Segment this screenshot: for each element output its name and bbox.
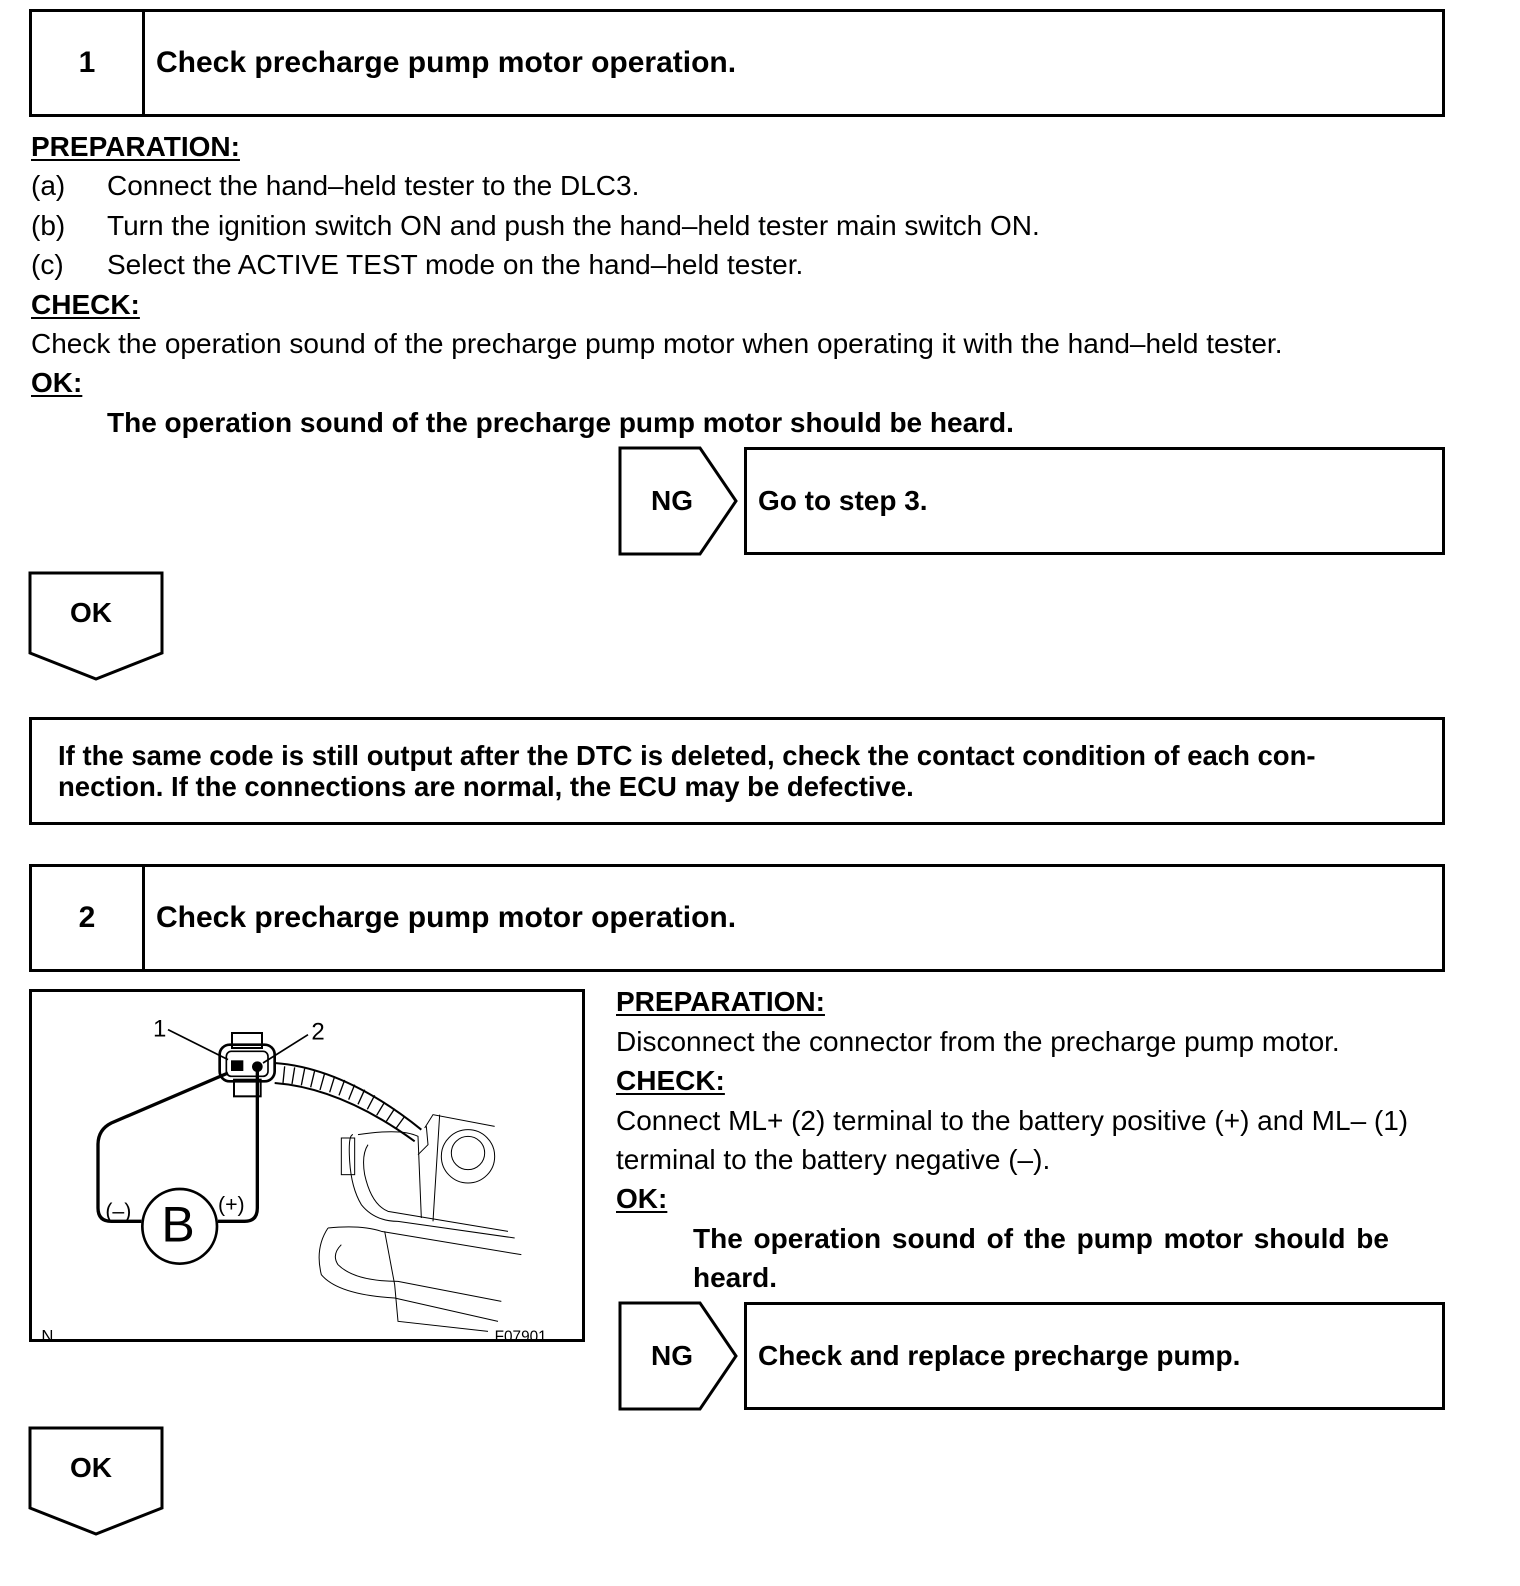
step-1-header — [29, 9, 1445, 117]
step-number: 2 — [32, 867, 145, 969]
connector-diagram-drawing — [28, 988, 588, 1344]
prep-marker-a: (a) — [31, 170, 66, 201]
ng-action: Check and replace precharge pump. — [758, 1340, 1241, 1371]
check-text-line-1: Connect ML+ (2) terminal to the battery positive (+) and ML– (1) — [616, 1105, 1409, 1136]
prep-step-a: Connect the hand–held tester to the DLC3. — [107, 170, 640, 201]
check-heading: CHECK: — [31, 289, 140, 320]
prep-step-c: Select the ACTIVE TEST mode on the hand–held tester. — [107, 249, 804, 280]
ng-label: NG — [651, 1340, 693, 1371]
ok-arrow-label: OK — [70, 597, 112, 628]
figure-corner-mark: N — [41, 1326, 54, 1344]
step-number: 1 — [32, 12, 145, 114]
terminal-2-label: 2 — [311, 1018, 325, 1046]
ng-label: NG — [651, 485, 693, 516]
battery-symbol: B — [161, 1196, 195, 1253]
ok-arrow-label: OK — [70, 1452, 112, 1483]
ok-heading: OK: — [31, 367, 83, 398]
step-title: Check precharge pump motor operation. — [156, 901, 737, 934]
negative-label: (–) — [105, 1199, 132, 1223]
prep-marker-b: (b) — [31, 210, 66, 241]
note-line-2: nection. If the connections are normal, the ECU may be defective. — [58, 771, 914, 802]
ok-criteria: The operation sound of the precharge pump motor should be heard. — [107, 407, 1014, 438]
preparation-heading: PREPARATION: — [616, 986, 825, 1017]
prep-step-b: Turn the ignition switch ON and push the hand–held tester main switch ON. — [107, 210, 1040, 241]
terminal-1-label: 1 — [153, 1015, 167, 1043]
ok-criteria-line-2: heard. — [693, 1262, 778, 1293]
ok-criteria-line-1: The operation sound of the pump motor should be — [693, 1223, 1389, 1254]
step-title: Check precharge pump motor operation. — [156, 46, 737, 79]
step-2-header — [29, 864, 1445, 972]
check-text-line-2: terminal to the battery negative (–). — [616, 1144, 1051, 1175]
preparation-heading: PREPARATION: — [31, 131, 240, 162]
prep-text: Disconnect the connector from the precharge pump motor. — [616, 1026, 1340, 1057]
positive-label: (+) — [218, 1192, 245, 1217]
prep-marker-c: (c) — [31, 249, 64, 280]
check-text: Check the operation sound of the precharge pump motor when operating it with the hand–held tester. — [31, 328, 1283, 359]
ng-action: Go to step 3. — [758, 485, 928, 516]
figure-id: F07901 — [494, 1328, 547, 1344]
check-heading: CHECK: — [616, 1065, 725, 1096]
ok-heading: OK: — [616, 1183, 668, 1214]
note-line-1: If the same code is still output after the DTC is deleted, check the contact condition of each con- — [58, 740, 1316, 771]
